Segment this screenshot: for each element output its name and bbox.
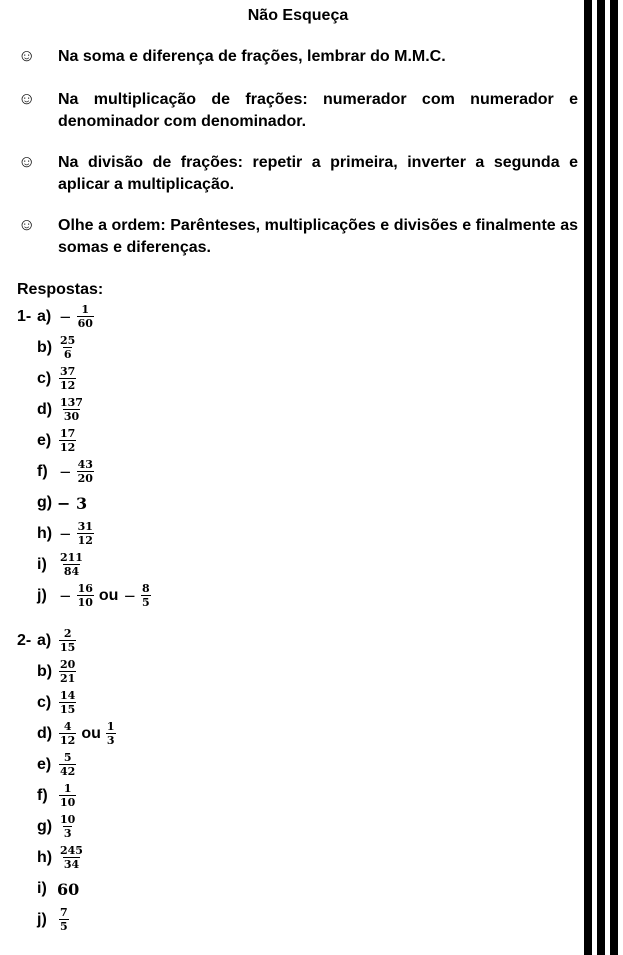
fraction-expression bbox=[57, 907, 71, 933]
denominator: 10 bbox=[60, 796, 76, 809]
numerator: 10 bbox=[60, 813, 76, 826]
answer-label: h) bbox=[37, 525, 53, 542]
fraction bbox=[77, 304, 94, 330]
answer-label: e) bbox=[37, 756, 52, 773]
answer-row bbox=[17, 689, 78, 717]
page-title: Não Esqueça bbox=[247, 7, 349, 24]
numerator: 20 bbox=[60, 658, 76, 671]
answer-label: h) bbox=[37, 849, 53, 866]
answer-row bbox=[17, 813, 78, 841]
fraction-expression bbox=[57, 690, 78, 716]
answers-heading: Respostas: bbox=[17, 281, 104, 298]
numerator: 31 bbox=[77, 520, 93, 533]
fraction bbox=[59, 690, 76, 716]
answer-label: g) bbox=[37, 494, 53, 511]
fraction bbox=[59, 428, 76, 454]
numerator: 25 bbox=[60, 334, 76, 347]
fraction-expression bbox=[57, 583, 96, 609]
answer-label: i) bbox=[37, 880, 47, 897]
answer-label: g) bbox=[37, 818, 53, 835]
answer-label: c) bbox=[37, 370, 52, 387]
fraction-expression bbox=[57, 521, 96, 547]
fraction-expression bbox=[57, 628, 78, 654]
numerator: 1 bbox=[81, 303, 90, 316]
tip-item bbox=[18, 215, 578, 259]
fraction-expression bbox=[57, 752, 78, 778]
denominator: 3 bbox=[63, 827, 72, 840]
fraction-expression bbox=[57, 397, 86, 423]
denominator: 5 bbox=[60, 920, 68, 933]
numerator: 5 bbox=[63, 751, 72, 764]
numerator: 37 bbox=[60, 365, 76, 378]
numerator: 8 bbox=[142, 582, 150, 595]
numerator: 1 bbox=[106, 720, 115, 733]
tip-item bbox=[18, 89, 578, 133]
answer-row bbox=[17, 582, 153, 610]
smiley-icon: ☺ bbox=[18, 152, 36, 171]
fraction bbox=[59, 552, 84, 578]
answer-row bbox=[17, 551, 86, 579]
fraction bbox=[59, 814, 76, 840]
fraction-expression bbox=[57, 428, 78, 454]
numerator: 4 bbox=[63, 720, 72, 733]
fraction bbox=[59, 907, 69, 933]
answer-label: j) bbox=[37, 911, 47, 928]
fraction-expression bbox=[57, 459, 96, 485]
answer-row bbox=[17, 396, 86, 424]
answer-row bbox=[17, 303, 96, 331]
denominator: 3 bbox=[106, 734, 115, 747]
fraction bbox=[59, 335, 76, 361]
fraction bbox=[77, 583, 94, 609]
fraction-expression bbox=[57, 335, 78, 361]
page-border-line-2 bbox=[597, 0, 605, 955]
denominator: 15 bbox=[60, 641, 76, 654]
denominator: 21 bbox=[60, 672, 76, 685]
fraction bbox=[59, 845, 84, 871]
page-border-line-1 bbox=[584, 0, 592, 955]
denominator: 6 bbox=[63, 348, 72, 361]
answer-row bbox=[17, 627, 78, 655]
answer-label: e) bbox=[37, 432, 52, 449]
answer-row bbox=[17, 720, 118, 748]
tip-text: Olhe a ordem: Parênteses, multiplicações e divisões e finalmente as somas e diferenças. bbox=[58, 217, 578, 256]
fraction bbox=[59, 783, 76, 809]
numerator: 1 bbox=[63, 782, 72, 795]
answer-label: j) bbox=[37, 587, 47, 604]
denominator: 15 bbox=[60, 703, 76, 716]
denominator: 34 bbox=[63, 858, 80, 871]
answer-row bbox=[17, 334, 78, 362]
answer-row bbox=[17, 520, 96, 548]
fraction-expression bbox=[57, 721, 78, 747]
fraction-expression bbox=[57, 304, 96, 330]
minus-sign: − bbox=[123, 587, 137, 605]
fraction-expression bbox=[57, 814, 78, 840]
integer-answer: 60 bbox=[57, 879, 80, 899]
numerator: 14 bbox=[60, 689, 76, 702]
answer-label: b) bbox=[37, 339, 53, 356]
smiley-icon: ☺ bbox=[18, 215, 36, 234]
answer-row bbox=[17, 875, 79, 903]
answer-label: i) bbox=[37, 556, 47, 573]
denominator: 20 bbox=[77, 472, 93, 485]
integer-answer: − 3 bbox=[57, 493, 88, 513]
numerator: 43 bbox=[77, 458, 93, 471]
answer-label: f) bbox=[37, 463, 48, 480]
answer-label: b) bbox=[37, 663, 53, 680]
answer-row bbox=[17, 751, 78, 779]
fraction-expression bbox=[57, 845, 86, 871]
numerator: 17 bbox=[60, 427, 76, 440]
answer-row bbox=[17, 844, 86, 872]
answer-row bbox=[17, 782, 78, 810]
denominator: 12 bbox=[60, 379, 76, 392]
denominator: 30 bbox=[63, 410, 80, 423]
answer-row bbox=[17, 906, 71, 934]
numerator: 211 bbox=[60, 551, 83, 564]
fraction bbox=[59, 752, 76, 778]
answer-row bbox=[17, 489, 87, 517]
tip-text: Na soma e diferença de frações, lembrar do M.M.C. bbox=[58, 48, 446, 65]
denominator: 5 bbox=[142, 596, 150, 609]
denominator: 10 bbox=[77, 596, 93, 609]
smiley-icon: ☺ bbox=[18, 89, 36, 108]
denominator: 42 bbox=[60, 765, 76, 778]
fraction-expression bbox=[121, 583, 152, 609]
fraction bbox=[59, 628, 76, 654]
denominator: 12 bbox=[77, 534, 93, 547]
fraction bbox=[77, 521, 94, 547]
answer-label: d) bbox=[37, 725, 53, 742]
answer-label: f) bbox=[37, 787, 48, 804]
fraction bbox=[59, 721, 76, 747]
tip-item bbox=[18, 46, 578, 68]
minus-sign: − bbox=[59, 463, 72, 481]
page-border-line-3 bbox=[610, 0, 618, 955]
or-word: ou bbox=[81, 725, 101, 742]
denominator: 12 bbox=[60, 734, 76, 747]
denominator: 12 bbox=[60, 441, 76, 454]
numerator: 16 bbox=[77, 582, 93, 595]
numerator: 245 bbox=[60, 844, 83, 857]
question-number: 1- bbox=[17, 308, 32, 325]
fraction bbox=[59, 397, 84, 423]
numerator: 137 bbox=[60, 396, 83, 409]
numerator: 7 bbox=[60, 906, 68, 919]
answer-label: a) bbox=[37, 632, 52, 649]
fraction bbox=[77, 459, 94, 485]
answer-row bbox=[17, 658, 78, 686]
fraction bbox=[106, 721, 116, 747]
fraction bbox=[59, 659, 76, 685]
answer-label: d) bbox=[37, 401, 53, 418]
question-number: 2- bbox=[17, 632, 32, 649]
fraction-expression bbox=[104, 721, 118, 747]
answer-label: a) bbox=[37, 308, 52, 325]
answer-row bbox=[17, 458, 96, 486]
fraction-expression bbox=[57, 659, 78, 685]
fraction-expression bbox=[57, 552, 86, 578]
answer-label: c) bbox=[37, 694, 52, 711]
denominator: 60 bbox=[77, 317, 93, 330]
minus-sign: − bbox=[59, 525, 72, 543]
minus-sign: − bbox=[59, 587, 72, 605]
fraction bbox=[141, 583, 151, 609]
smiley-icon: ☺ bbox=[18, 46, 36, 65]
or-word: ou bbox=[98, 587, 119, 604]
fraction bbox=[59, 366, 76, 392]
fraction-expression bbox=[57, 366, 78, 392]
minus-sign: − bbox=[59, 308, 72, 326]
tip-item bbox=[18, 152, 578, 196]
fraction-expression bbox=[57, 783, 78, 809]
answer-row bbox=[17, 365, 78, 393]
tip-text: Na multiplicação de frações: numerador com numerador e denominador com denominador. bbox=[58, 91, 578, 130]
numerator: 2 bbox=[63, 627, 72, 640]
tip-text: Na divisão de frações: repetir a primeira, inverter a segunda e aplicar a multiplicação. bbox=[58, 154, 578, 193]
answer-row bbox=[17, 427, 78, 455]
denominator: 84 bbox=[63, 565, 80, 578]
